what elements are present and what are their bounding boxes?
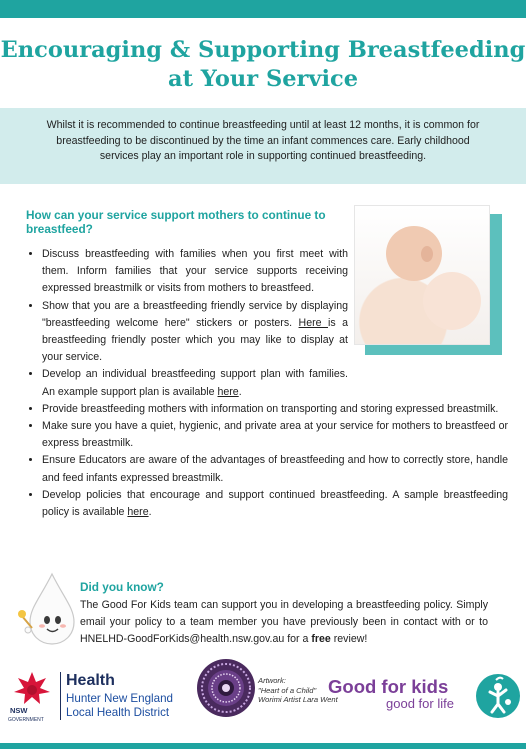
bullet-item: • Discuss breastfeeding with families when you first meet with them. Inform families that your service supports receiving expressed breastmilk or visits from mothers to breastfeed.: [42, 246, 348, 298]
footer-logos: [0, 658, 526, 742]
logo-divider: [60, 672, 61, 720]
bullet-item: • Provide breastfeeding mothers with information on transporting and storing expressed breastmilk.: [42, 401, 508, 418]
nsw-label: NSW: [10, 706, 28, 715]
bullet-item: • Make sure you have a quiet, hygienic, and private area at your service for mothers to breastfeed or express breastmilk.: [42, 418, 508, 452]
support-plan-link[interactable]: here: [217, 385, 239, 398]
poster-link[interactable]: Here: [298, 316, 328, 329]
nsw-government-label: GOVERNMENT: [8, 717, 44, 723]
district-line-2: Local Health District: [66, 706, 170, 719]
did-you-know-text: The Good For Kids team can support you in developing a breastfeeding policy. Simply email your policy to a team member you have previously been in contact with or to HNELHD-GoodForKids@health.nsw.gov.au for a free review!: [80, 599, 488, 646]
family-apple-logo-icon: [476, 674, 520, 718]
waratah-logo-icon: [12, 670, 52, 706]
did-you-know-heading: Did you know?: [80, 580, 164, 594]
top-accent-bar: [0, 0, 526, 18]
bullet-item: • Develop policies that encourage and support continued breastfeeding. A sample breastfeeding policy is available here.: [42, 487, 508, 521]
support-section-heading: How can your service support mothers to continue to breastfeed?: [26, 208, 326, 236]
bullet-item: • Show that you are a breastfeeding friendly service by displaying "breastfeeding welcome here" stickers or posters. Here is a breastfeeding friendly poster which you may like to display at your service.: [42, 298, 348, 367]
district-line-1: Hunter New England: [66, 692, 173, 705]
good-for-kids-wordmark: Good for kids: [328, 676, 449, 697]
good-for-life-tagline: good for life: [386, 696, 454, 711]
intro-banner: [0, 108, 526, 184]
aboriginal-artwork-circle-icon: [196, 658, 256, 718]
policy-link[interactable]: here: [127, 506, 149, 519]
water-drop-mascot-icon: [18, 568, 76, 646]
free-emphasis: free: [311, 633, 331, 646]
intro-text: Whilst it is recommended to continue breastfeeding until at least 12 months, it is common for breastfeeding to be discontinued by the time an infant commences care. Early childhood services play an important role in supporting continued breastfeeding.: [46, 119, 480, 162]
support-bullet-list: [22, 246, 526, 521]
artwork-caption: Artwork: "Heart of a Child" Worimi Artist Lara Went: [258, 676, 338, 704]
page-title: Encouraging & Supporting Breastfeeding at Your Service: [0, 37, 526, 92]
bottom-accent-bar: [0, 743, 526, 749]
bullet-item: • Ensure Educators are aware of the advantages of breastfeeding and how to correctly store, handle and feed infants expressed breastmilk.: [42, 452, 508, 486]
health-label: Health: [66, 672, 115, 689]
bullet-item: • Develop an individual breastfeeding support plan with families. An example support plan is available here.: [42, 366, 348, 400]
